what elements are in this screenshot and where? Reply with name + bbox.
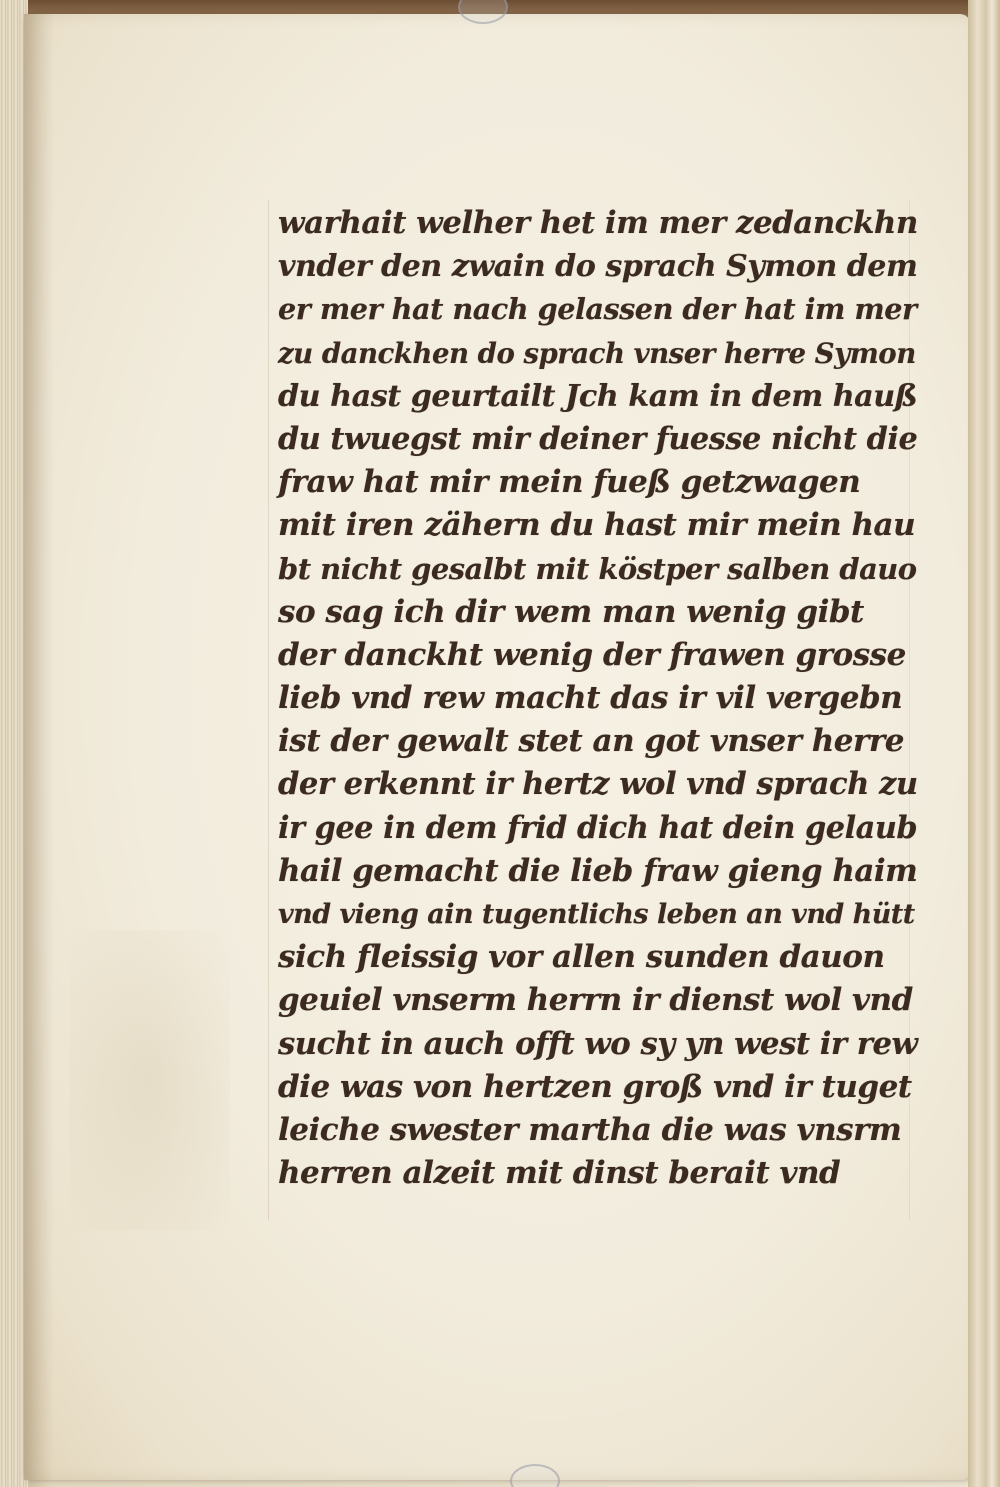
gutter-shadow bbox=[24, 14, 54, 1480]
text-line: er mer hat nach gelassen der hat im mer bbox=[278, 292, 917, 327]
text-line: fraw hat mir mein fueß getzwagen bbox=[278, 464, 861, 501]
page-stack-right bbox=[968, 0, 1000, 1487]
text-line: du hast geurtailt Jch kam in dem hauß bbox=[278, 378, 918, 414]
text-line: der danckht wenig der frawen grosse bbox=[278, 636, 906, 673]
text-line: die was von hertzen groß vnd ir tuget bbox=[278, 1068, 912, 1105]
text-line: geuiel vnserm herrn ir dienst wol vnd bbox=[278, 982, 913, 1019]
text-line: vnder den zwain do sprach Symon dem bbox=[278, 249, 918, 285]
text-line: zu danckhen do sprach vnser herre Symon bbox=[278, 336, 916, 370]
text-line: warhait welher het im mer zedanckhn bbox=[278, 205, 918, 241]
text-line: mit iren zähern du hast mir mein hau bbox=[278, 507, 916, 544]
text-line: der erkennt ir hertz wol vnd sprach zu bbox=[278, 766, 918, 803]
text-line: herren alzeit mit dinst berait vnd bbox=[278, 1155, 841, 1192]
text-line: du twuegst mir deiner fuesse nicht die bbox=[278, 420, 918, 457]
page-stain bbox=[70, 930, 230, 1230]
text-line: ist der gewalt stet an got vnser herre bbox=[278, 723, 904, 760]
manuscript-text bbox=[278, 202, 918, 1195]
text-line: sich fleissig vor allen sunden dauon bbox=[278, 939, 885, 976]
text-line: leiche swester martha die was vnsrm bbox=[278, 1111, 902, 1148]
text-line: hail gemacht die lieb fraw gieng haim bbox=[278, 852, 918, 889]
text-line: lieb vnd rew macht das ir vil vergebn bbox=[278, 680, 903, 717]
text-line: vnd vieng ain tugentlichs leben an vnd hütt bbox=[278, 899, 915, 930]
text-line: ir gee in dem frid dich hat dein gelaub bbox=[278, 809, 918, 846]
text-line: sucht in auch offt wo sy yn west ir rew bbox=[278, 1025, 918, 1062]
text-line: so sag ich dir wem man wenig gibt bbox=[278, 593, 864, 630]
text-line: bt nicht gesalbt mit köstper salben dauo bbox=[278, 551, 917, 586]
